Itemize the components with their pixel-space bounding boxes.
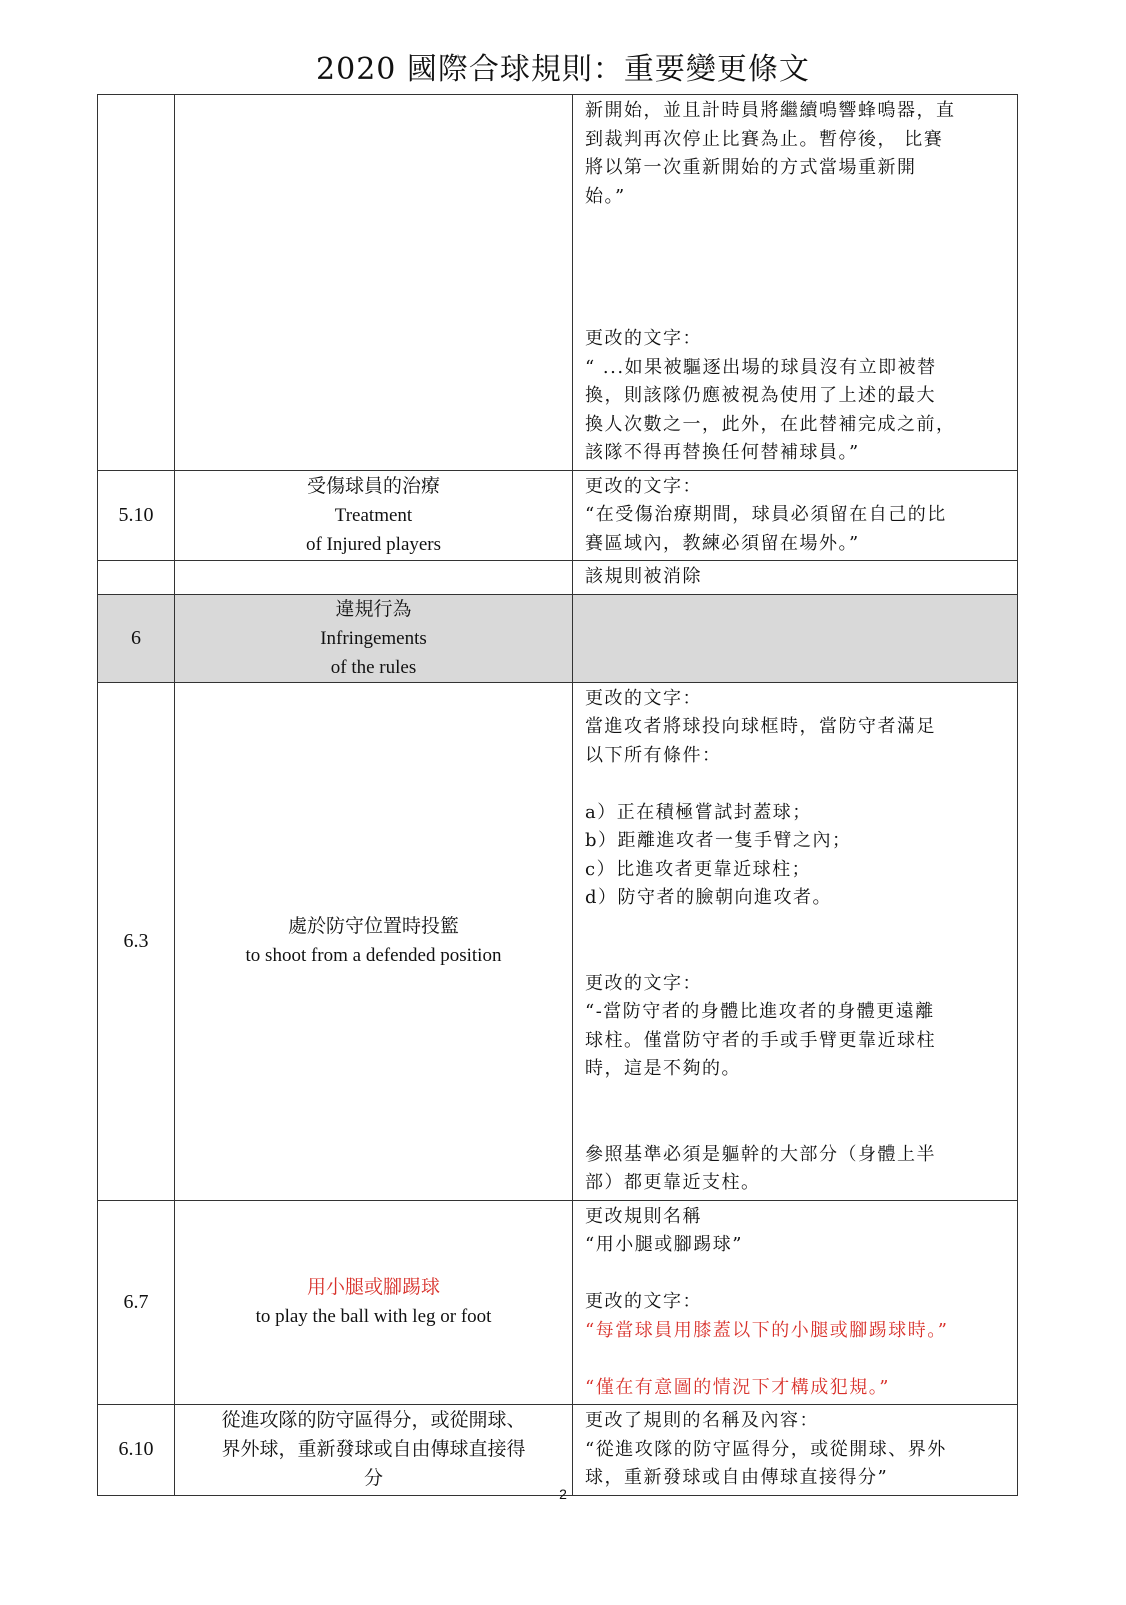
rule-name-zh: 分 <box>363 1467 383 1490</box>
content-line: 當進攻者將球投向球框時，當防守者滿足 <box>585 716 936 737</box>
content-line: 更改的文字： <box>585 475 702 497</box>
rule-name-cell <box>175 1200 573 1405</box>
content-line: “從進攻隊的防守區得分，或從開球、界外 <box>585 1438 947 1460</box>
table-row <box>98 1405 1018 1496</box>
content-line: 換，則該隊仍應被視為使用了上述的最大 <box>585 385 936 406</box>
content-line: “-當防守者的身體比進攻者的身體更遠離 <box>585 1001 935 1022</box>
rule-name-en: of Injured players <box>305 533 442 555</box>
rules-table <box>97 94 1018 1496</box>
content-line: d）防守者的臉朝向進攻者。 <box>585 887 833 908</box>
content-line: 部）都更靠近支柱。 <box>585 1172 761 1193</box>
content-line: “ ...如果被驅逐出場的球員沒有立即被替 <box>585 356 937 378</box>
content-line: a）正在積極嘗試封蓋球； <box>585 801 812 823</box>
content-line: 賽區域內，教練必須留在場外。” <box>585 532 860 554</box>
rule-content-cell <box>573 1200 1018 1405</box>
rule-name-zh: 從進攻隊的防守區得分，或從開球、 <box>221 1409 526 1432</box>
rule-name-en: Infringements <box>320 627 427 649</box>
content-line: “用小腿或腳踢球” <box>585 1234 743 1255</box>
rule-name-zh: 用小腿或腳踢球 <box>306 1276 440 1299</box>
content-line: “在受傷治療期間，球員必須留在自己的比 <box>585 504 947 525</box>
rule-name-cell <box>175 594 573 682</box>
rule-number-cell <box>98 561 175 595</box>
rule-content-cell <box>573 95 1018 471</box>
content-line: 新開始，並且計時員將繼續鳴響蜂鳴器，直 <box>585 100 956 121</box>
table-row <box>98 682 1018 1200</box>
rule-content-cell <box>573 1405 1018 1496</box>
rule-name-en: of the rules <box>330 656 417 678</box>
content-line: 更改的文字： <box>585 687 702 709</box>
content-line: c）比進攻者更靠近球柱； <box>585 858 812 880</box>
rule-number: 6.3 <box>98 682 175 1200</box>
content-line: 時，這是不夠的。 <box>585 1058 741 1079</box>
content-line: 球柱。僅當防守者的手或手臂更靠近球柱 <box>585 1029 936 1051</box>
rule-name-en: to play the ball with leg or foot <box>255 1306 492 1328</box>
content-line: 以下所有條件： <box>585 744 722 766</box>
rule-number: 6 <box>98 594 175 682</box>
content-line: 更改的文字： <box>585 1291 702 1312</box>
content-line: 參照基準必須是軀幹的大部分（身體上半 <box>585 1143 936 1165</box>
rule-name-en: to shoot from a defended position <box>245 945 502 966</box>
rule-name-cell <box>175 682 573 1200</box>
page-title: 2020 國際合球規則：重要變更條文 <box>316 52 810 87</box>
table-row <box>98 561 1018 595</box>
content-line: 始。” <box>585 185 626 207</box>
content-line-highlight: “僅在有意圖的情況下才構成犯規。” <box>585 1376 890 1398</box>
content-line: 球，重新發球或自由傳球直接得分” <box>585 1467 889 1488</box>
content-line-highlight: “每當球員用膝蓋以下的小腿或腳踢球時。” <box>585 1319 949 1341</box>
rule-name-cell <box>175 561 573 595</box>
rule-content-cell: 該規則被消除 <box>573 561 1018 595</box>
rule-content-cell <box>573 470 1018 561</box>
rule-number-cell <box>98 95 175 471</box>
content-line: 該隊不得再替換任何替補球員。” <box>585 442 860 463</box>
content-line: 更改規則名稱 <box>585 1205 702 1227</box>
section-header-row <box>98 594 1018 682</box>
rule-name-zh: 受傷球員的治療 <box>306 474 440 497</box>
rule-name-cell <box>175 470 573 561</box>
rule-number: 6.10 <box>98 1405 175 1496</box>
rule-content-cell <box>573 682 1018 1200</box>
rule-content-cell <box>573 594 1018 682</box>
table-row <box>98 470 1018 561</box>
rule-number: 5.10 <box>98 470 175 561</box>
rule-name-cell <box>175 95 573 471</box>
content-line: 更改了規則的名稱及內容： <box>585 1410 819 1431</box>
table-row <box>98 95 1018 471</box>
content-line: 到裁判再次停止比賽為止。暫停後， 比賽 <box>585 128 944 150</box>
rule-name-zh: 違規行為 <box>335 597 412 620</box>
page-number: 2 <box>559 1486 567 1502</box>
rule-number: 6.7 <box>98 1200 175 1405</box>
rule-name-zh: 處於防守位置時投籃 <box>287 915 459 937</box>
rule-name-cell <box>175 1405 573 1496</box>
rule-name-zh: 界外球，重新發球或自由傳球直接得 <box>221 1438 526 1461</box>
table-row <box>98 1200 1018 1405</box>
content-line: 更改的文字： <box>585 328 702 349</box>
rule-name-en: Treatment <box>334 504 413 526</box>
content-line: 將以第一次重新開始的方式當場重新開 <box>585 157 917 178</box>
content-line: 換人次數之一，此外，在此替補完成之前， <box>585 413 956 435</box>
content-line: b）距離進攻者一隻手臂之內； <box>585 830 852 851</box>
content-line: 更改的文字： <box>585 972 702 994</box>
